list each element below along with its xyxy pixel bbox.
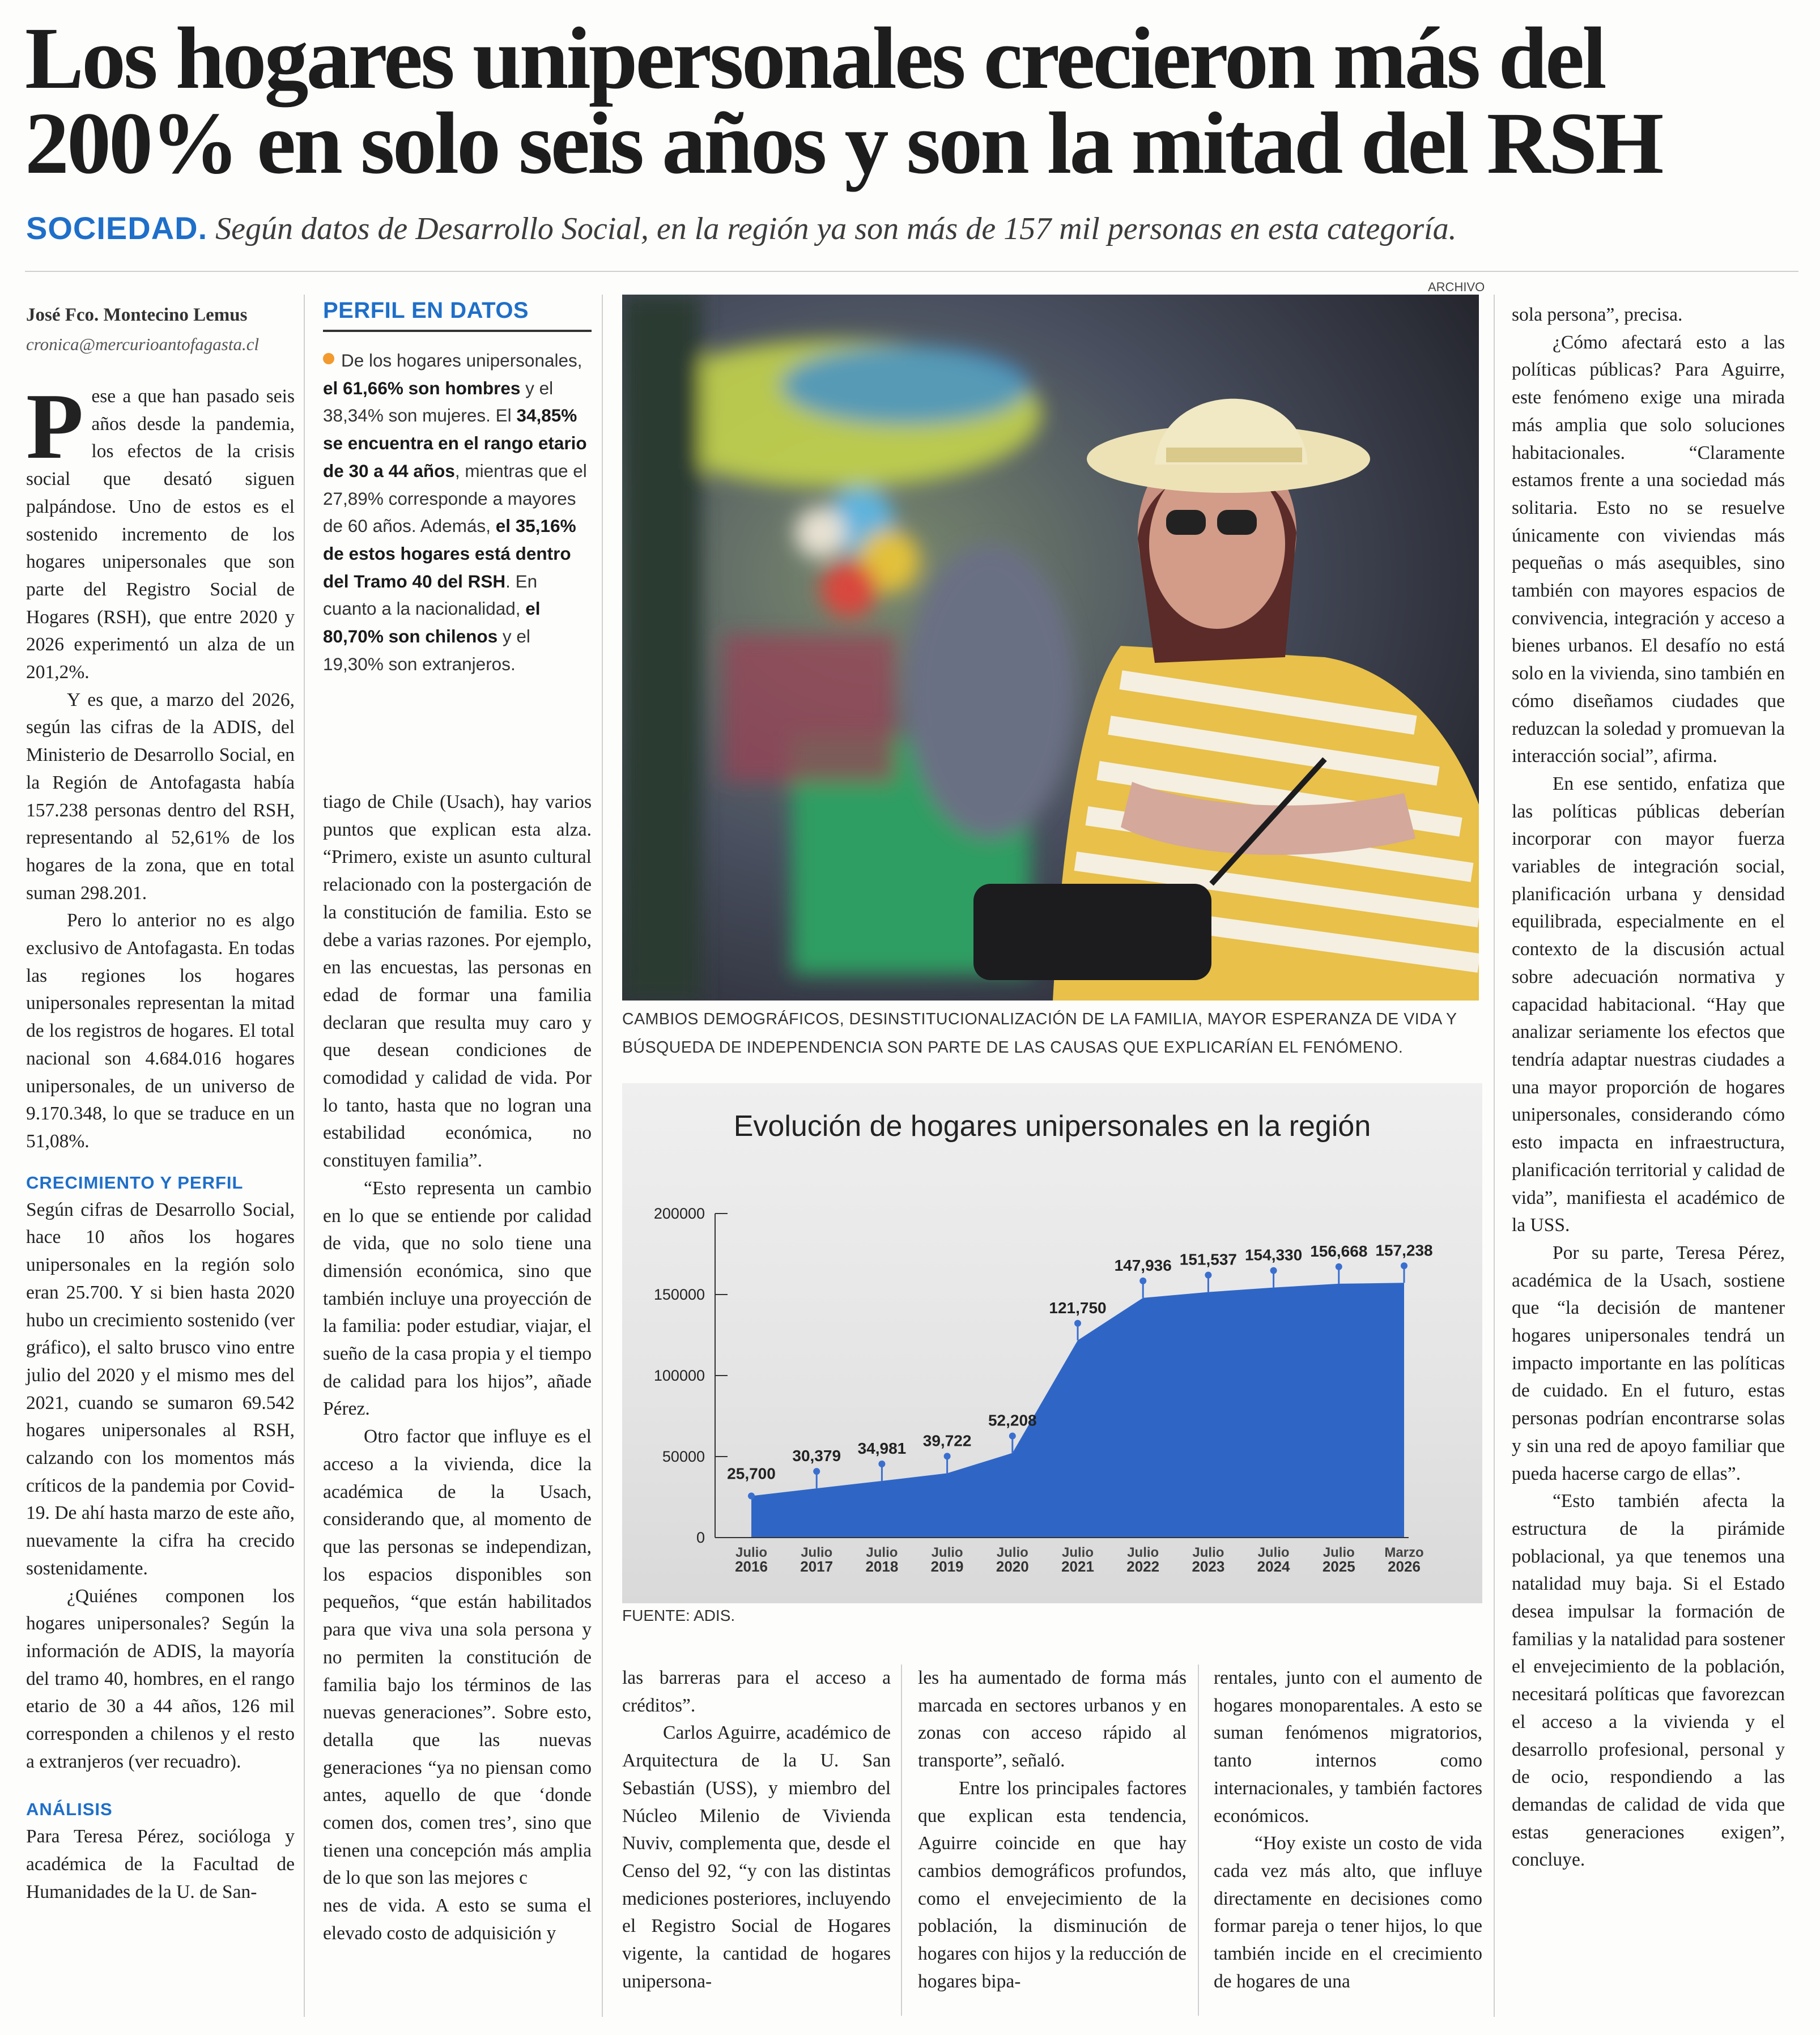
section-label: SOCIEDAD. (26, 210, 208, 246)
bullet-icon (323, 353, 334, 364)
data-point (748, 1492, 755, 1499)
chart-area (622, 1083, 1482, 1603)
x-tick-label-month: Julio (996, 1545, 1028, 1560)
paragraph: rentales, junto con el aumento de hogares monoparentales. A esto se suman fenómenos migratorios, tanto internos como internacionales, y también factores económicos. (1214, 1667, 1482, 1827)
subhead-text: Según datos de Desarrollo Social, en la región ya son más de 157 mil personas en esta categoría. (215, 211, 1457, 246)
subheading: CRECIMIENTO Y PERFIL (26, 1172, 244, 1193)
y-tick-label: 200000 (653, 1205, 705, 1222)
x-tick-label-month: Julio (1061, 1545, 1094, 1560)
paragraph: En ese sentido, enfatiza que las políticas públicas deberían incorporar con mayor fuerza variables de integración social, planificación urbana y densidad equilibrada, especialmente en el contexto de la discusión actual sobre adecuación normativa y capacidad habitacional. “Hay que analizar seriamente los efectos que tendría adaptar nuestras ciudades a una mayor proporción de hogares unipersonales, considerando cómo esto impacta en infraestructura, planificación territorial y calidad de vida”, manifiesta el académico de la USS. (1512, 773, 1785, 1236)
column-1 (26, 374, 295, 1906)
x-tick-label-year: 2023 (1192, 1558, 1225, 1575)
divider (25, 271, 1798, 272)
y-tick-label: 50000 (662, 1448, 705, 1465)
photo-caption: CAMBIOS DEMOGRÁFICOS, DESINSTITUCIONALIZACIÓN DE LA FAMILIA, MAYOR ESPERANZA DE VIDA Y BÚSQUEDA DE INDEPENDENCIA SON PARTE DE LAS CAUSAS QUE EXPLICARÍAN EL FENÓMENO. (622, 1010, 1457, 1057)
perfil-span: De los hogares unipersonales, (341, 350, 582, 371)
column-rule (901, 1664, 902, 2016)
drop-cap: P (26, 374, 84, 478)
data-point (1336, 1263, 1342, 1270)
paragraph-text: ese a que han pasado seis años desde la pandemia, los efectos de la crisis social que desató siguen palpándose. Uno de estos es el sostenido incremento de los hogares unipersonales que son parte del Registro Social de Hogares (RSH), que entre 2020 y 2026 experimentó un alza de un 201,2%. (26, 386, 295, 683)
paragraph: sola persona”, precisa. (1512, 304, 1683, 325)
data-point (1139, 1278, 1146, 1284)
perfil-bold: 34,85% se encuentra en el rango etario de 30 a 44 años (323, 405, 587, 481)
data-point (1401, 1262, 1407, 1269)
data-label: 52,208 (988, 1411, 1037, 1429)
author: José Fco. Montecino Lemus (26, 305, 248, 325)
column-3 (622, 1664, 891, 1995)
data-label: 39,722 (922, 1432, 972, 1450)
perfil-bold: el 35,16% de estos hogares está dentro del Tramo 40 del RSH (323, 516, 576, 591)
perfil-rule (323, 330, 592, 332)
paragraph: “Hoy existe un costo de vida cada vez más alto, que influye directamente en decisiones como formar pareja o tener hijos, lo que también incide en el crecimiento de hogares de una (1214, 1833, 1482, 1992)
x-tick-label-year: 2022 (1126, 1558, 1160, 1575)
paragraph: Según cifras de Desarrollo Social, hace 10 años los hogares unipersonales en la región solo eran 25.700. Y si bien hasta 2020 hubo un crecimiento sostenido (ver gráfico), el salto brusco vino entre julio del 2020 y el mismo mes del 2021, cuando se sumaron 69.542 hogares unipersonales al RSH, calzando con los momentos más críticos de la pandemia por Covid-19. De ahí hasta marzo de este año, nuevamente la cifra ha crecido sostenidamente. (26, 1199, 295, 1579)
perfil-span: y el 19,30% son extranjeros. (323, 626, 530, 674)
chart-title: Evolución de hogares unipersonales en la región (733, 1110, 1371, 1143)
data-point (944, 1453, 951, 1459)
paragraph: Carlos Aguirre, académico de Arquitectura de la U. San Sebastián (USS), y miembro del Núcleo Milenio de Vivienda Nuviv, complementa que, desde el Censo del 92, “y con las distintas mediciones posteriores, incluyendo el Registro Social de Hogares vigente, la cantidad de hogares unipersona- (622, 1722, 891, 1992)
photo-illustration (622, 295, 1479, 1001)
paragraph: Otro factor que influye es el acceso a la vivienda, dice la académica de la Usach, considerando que, al momento de que las personas se independizan, los espacios disponibles son pequeños, “que están habilitados para que viva una sola persona y no permiten la constitución de familia bajo los términos de las nuevas generaciones”. Sobre esto, detalla que las nuevas generaciones “ya no piensan como antes, aquello de que ‘donde comen dos, comen tres’, sino que tienen una concepción más amplia de lo que son las mejores c (323, 1426, 592, 1889)
x-tick-label-month: Julio (735, 1545, 768, 1560)
data-label: 151,537 (1179, 1250, 1238, 1268)
data-point (1009, 1433, 1016, 1440)
data-point (878, 1461, 885, 1467)
paragraph: Para Teresa Pérez, socióloga y académica de la Facultad de Humanidades de la U. de San- (26, 1826, 295, 1902)
paragraph: ¿Quiénes componen los hogares unipersonales? Según la información de ADIS, la mayoría del tramo 40, hombres, en el rango etario de 30 a 44 años, 126 mil corresponden a chilenos y el resto a extranjeros (ver recuadro). (26, 1585, 295, 1772)
paragraph: nes de vida. A esto se suma el elevado costo de adquisición y (323, 1895, 592, 1944)
data-label: 156,668 (1310, 1242, 1368, 1260)
paragraph: Pero lo anterior no es algo exclusivo de Antofagasta. En todas las regiones los hogares unipersonales representan la mitad de los registros de hogares. El total nacional son 4.684.016 hogares unipersonales, de un universo de 9.170.348, lo que se traduce en un 51,08%. (26, 910, 295, 1152)
column-rule (602, 295, 603, 2017)
paragraph: Por su parte, Teresa Pérez, académica de la Usach, sostiene que “la decisión de mantener hogares unipersonales tendrá un impacto importante en las políticas de cuidado. En el futuro, estas personas podrían encontrarse solas y sin una red de apoyo familiar que pueda hacerse cargo de ellas”. (1512, 1242, 1785, 1484)
paragraph: “Esto representa un cambio en lo que se entiende por calidad de vida, que no solo tiene una dimensión económica, sino que también incluye una proyección de la familia: poder estudiar, viajar, el sueño de la casa propia y el tiempo de calidad para los hijos”, añade Pérez. (323, 1177, 592, 1420)
x-tick-label-month: Julio (931, 1545, 963, 1560)
subheadline (26, 208, 1794, 249)
perfil-box (323, 295, 592, 678)
column-2 (323, 789, 592, 1948)
paragraph: tiago de Chile (Usach), hay varios puntos que explican esta alza. “Primero, existe un asunto cultural relacionado con la postergación de la constitución de familia. Esto se debe a varias razones. Por ejemplo, en las encuestas, las personas en edad de formar una familia declaran que resulta muy caro y que desean condiciones de comodidad y calidad de vida. Por lo tanto, hasta que no logran una estabilidad económica, no constituyen familia”. (323, 791, 592, 1172)
perfil-span: , mientras que el 27,89% corresponde a mayores de 60 años. Además, (323, 460, 587, 537)
paragraph: Entre los principales factores que explican esta tendencia, Aguirre coincide en que hay cambios demográficos profundos, como el envejecimiento de la población, la disminución de hogares con hijos y la reducción de hogares bipa- (918, 1777, 1187, 1992)
perfil-span: . En cuanto a la nacionalidad, (323, 571, 538, 619)
x-tick-label-month: Julio (1257, 1545, 1290, 1560)
x-tick-label-month: Julio (866, 1545, 898, 1560)
chart-source: FUENTE: ADIS. (622, 1607, 735, 1624)
x-tick-label-year: 2017 (800, 1558, 834, 1575)
x-tick-label-month: Julio (1323, 1545, 1355, 1560)
x-tick-label-year: 2024 (1257, 1558, 1290, 1575)
x-tick-label-year: 2018 (865, 1558, 899, 1575)
column-5 (1214, 1664, 1482, 1995)
article-photo (622, 295, 1479, 1001)
x-tick-label-year: 2025 (1322, 1558, 1355, 1575)
column-rule (1494, 295, 1495, 2017)
data-point (1074, 1320, 1081, 1327)
paragraph: “Esto también afecta la estructura de la pirámide poblacional, ya que tenemos una natalidad muy baja. Si el Estado desea impulsar la formación de familias y la natalidad para sostener el envejecimiento de la población, necesitará políticas que favorezcan el acceso a la vivienda y el desarrollo profesional, personal y de ocio, respondiendo a las demandas de calidad de vida que estas generaciones exigen”, concluye. (1512, 1491, 1785, 1871)
author-email[interactable]: cronica@mercurioantofagasta.cl (26, 334, 260, 354)
paragraph: Y es que, a marzo del 2026, según las cifras de la ADIS, del Ministerio de Desarrollo Social, en la Región de Antofagasta había 157.238 personas dentro del RSH, representando al 52,61% de los hogares de la zona, que en total suman 298.201. (26, 689, 295, 904)
headline: Los hogares unipersonales crecieron más del 200% en solo seis años y son la mitad del RSH (25, 9, 1662, 192)
perfil-title: PERFIL EN DATOS (323, 298, 529, 323)
data-label: 34,981 (857, 1439, 907, 1457)
data-point (1270, 1267, 1277, 1274)
x-tick-label-month: Julio (1192, 1545, 1224, 1560)
data-label: 25,700 (727, 1464, 776, 1483)
data-label: 121,750 (1049, 1299, 1107, 1317)
x-tick-label-year: 2021 (1061, 1558, 1094, 1575)
data-label: 154,330 (1244, 1246, 1303, 1264)
perfil-text (323, 347, 592, 678)
column-rule (304, 295, 305, 2017)
y-tick-label: 0 (696, 1529, 705, 1546)
perfil-bold: el 61,66% son hombres (323, 377, 521, 398)
column-rule (1198, 1664, 1199, 2016)
data-label: 30,379 (792, 1447, 841, 1465)
data-label: 157,238 (1375, 1241, 1433, 1259)
perfil-bold: el 80,70% son chilenos (323, 598, 541, 647)
x-tick-label-year: 2020 (996, 1558, 1029, 1575)
perfil-span: y el 38,34% son mujeres. El (323, 377, 554, 426)
x-tick-label-year: 2016 (735, 1558, 768, 1575)
y-tick-label: 150000 (653, 1286, 705, 1303)
x-tick-label-year: 2026 (1388, 1558, 1421, 1575)
paragraph: les ha aumentado de forma más marcada en sectores urbanos y en zonas con acceso rápido al transporte”, señaló. (918, 1667, 1187, 1772)
data-label: 147,936 (1114, 1256, 1172, 1274)
column-6 (1512, 301, 1785, 1874)
x-tick-label-month: Marzo (1384, 1545, 1424, 1560)
subheading: ANÁLISIS (26, 1799, 113, 1820)
x-tick-label-year: 2019 (930, 1558, 964, 1575)
data-point (813, 1468, 820, 1475)
x-tick-label-month: Julio (801, 1545, 833, 1560)
data-point (1205, 1272, 1211, 1279)
column-4 (918, 1664, 1187, 1995)
photo-credit: ARCHIVO (1428, 280, 1485, 294)
lead-paragraph (26, 374, 295, 687)
paragraph: las barreras para el acceso a créditos”. (622, 1667, 891, 1716)
paragraph: ¿Cómo afectará esto a las políticas públicas? Para Aguirre, este fenómeno exige una mirada más amplia que solo soluciones habitacionales. “Claramente estamos frente a una sociedad más solitaria. Esto no se resuelve únicamente con viviendas más pequeñas o más asequibles, sino también con mayores espacios de convivencia, integración y acceso a bienes urbanos. El desafío no está solo en la vivienda, sino también en cómo diseñamos ciudades que reduzcan la soledad y promuevan la interacción social”, afirma. (1512, 331, 1785, 767)
y-tick-label: 100000 (653, 1367, 705, 1384)
x-tick-label-month: Julio (1127, 1545, 1159, 1560)
